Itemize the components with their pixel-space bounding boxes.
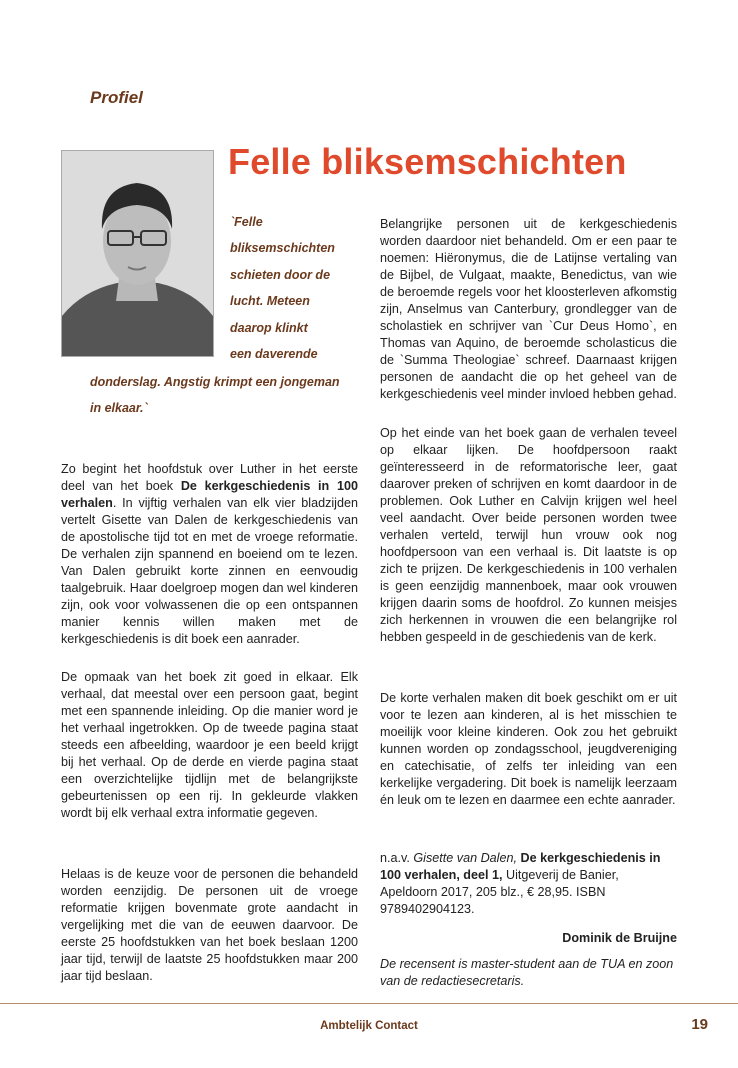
pull-quote-line: een daverende xyxy=(230,347,318,361)
paragraph-missing-persons: Belangrijke personen uit de kerkgeschiedenis worden daardoor niet behandeld. Om er een paar te noemen: Hiëronymus, die de Latijnse vertaling van de Bijbel, de Vulgaat, maakte, Benedictus, van wie de beroemde regels voor het kloosterleven afkomstig zijn, Anselmus van Canterbury, grondlegger van de scholastiek en schrijver van `Cur Deus Homo`, en Thomas van Aquino, de beroemde scholasticus die de `Summa Theologiae` schreef. Daarnaast krijgen personen de aandacht die op het geheel van de kerkgeschiedenis veel minder invloed hebben gehad. xyxy=(380,217,677,401)
pull-quote-line: in elkaar.` xyxy=(90,401,148,415)
pull-quote-line: schieten door de xyxy=(230,268,331,282)
pull-quote-line: `Felle xyxy=(230,215,263,229)
footer-divider xyxy=(0,1003,738,1004)
pull-quote-line: daarop klinkt xyxy=(230,321,308,335)
reviewer-name: Dominik de Bruijne xyxy=(562,931,677,945)
book-reference: n.a.v. Gisette van Dalen, De kerkgeschiedenis in 100 verhalen, deel 1, Uitgeverij de Banier, Apeldoorn 2017, 205 blz., € 28,95. ISBN 9789402904123. xyxy=(380,851,661,916)
pull-quote-line: bliksemschichten xyxy=(230,241,335,255)
pull-quote-line: lucht. Meteen xyxy=(230,294,310,308)
article-title: Felle bliksemschichten xyxy=(228,141,627,182)
paragraph-conclusion: De korte verhalen maken dit boek geschikt om er uit voor te lezen aan kinderen, al is het misschien te moeilijk voor kleine kinderen. Ook zou het gebruikt kunnen worden op zondagsschool, jeugdvereniging en catechisatie, of zelfs ter inleiding van een kerkelijke vergadering. Dit boek is namelijk leerzaam én leuk om te lezen en daarmee een echte aanrader. xyxy=(380,691,677,807)
paragraph-selection: Helaas is de keuze voor de personen die behandeld worden eenzijdig. De personen uit de vroege reformatie krijgen bovenmate grote aandacht in vergelijking met die van de eeuwen daarvoor. De eerste 25 hoofdstukken van het boek beslaan 1200 jaar tijd, terwijl de laatste 25 hoofdstukken maar 200 jaar tijd beslaan. xyxy=(61,867,358,983)
reviewer-bio: De recensent is master-student aan de TUA en zoon van de redactiesecretaris. xyxy=(380,957,674,988)
paragraph-ending: Op het einde van het boek gaan de verhalen teveel op elkaar lijken. De hoofdpersoon raakt geïnteresseerd in de reformatorische leer, gaat daarover preken of schrijven en komt daardoor in de problemen. Ook Luther en Calvijn krijgen wel heel veel aandacht. Over beide personen worden twee verhalen verteld, terwijl hun vrouw ook nog hoofdpersoon van een verhaal is. Dit laatste is op zich te prijzen. De kerkgeschiedenis in 100 verhalen is geen eenzijdig mannenboek, maar ook vrouwen krijgen daarin soms de hoofdrol. Zo kunnen meisjes zich herkennen in vrouwen die een belangrijke rol hebben gespeeld in de geschiedenis van de kerk. xyxy=(380,426,677,644)
paragraph-intro: Zo begint het hoofdstuk over Luther in het eerste deel van het boek De kerkgeschiedenis in 100 verhalen. In vijftig verhalen van elk vier bladzijden vertelt Gisette van Dalen de kerkgeschiedenis van de apostolische tijd tot en met de vroege reformatie. De verhalen zijn spannend en boeiend om te lezen. Van Dalen gebruikt korte zinnen en eenvoudig taalgebruik. Haar doelgroep mogen dan wel kinderen zijn, ook voor volwassenen die op een ontspannen manier kennis willen maken met de kerkgeschiedenis is dit boek een aanrader. xyxy=(61,462,358,646)
section-label: Profiel xyxy=(90,88,143,107)
author-photo xyxy=(61,150,214,357)
publication-name: Ambtelijk Contact xyxy=(320,1020,418,1032)
paragraph-layout: De opmaak van het boek zit goed in elkaar. Elk verhaal, dat meestal over een persoon gaat, begint met een spannende inleiding. Op die manier word je het verhaal ingetrokken. Op de tweede pagina staat steeds een afbeelding, waardoor je een beeld krijgt bij het verhaal. Op de derde en vierde pagina staat een overzichtelijke tijdlijn met de belangrijkste gebeurtenissen op een rij. In gekleurde vlakken wordt bij elk verhaal extra informatie gegeven. xyxy=(61,670,358,820)
page-number: 19 xyxy=(691,1016,708,1033)
pull-quote-line: donderslag. Angstig krimpt een jongeman xyxy=(90,375,340,389)
